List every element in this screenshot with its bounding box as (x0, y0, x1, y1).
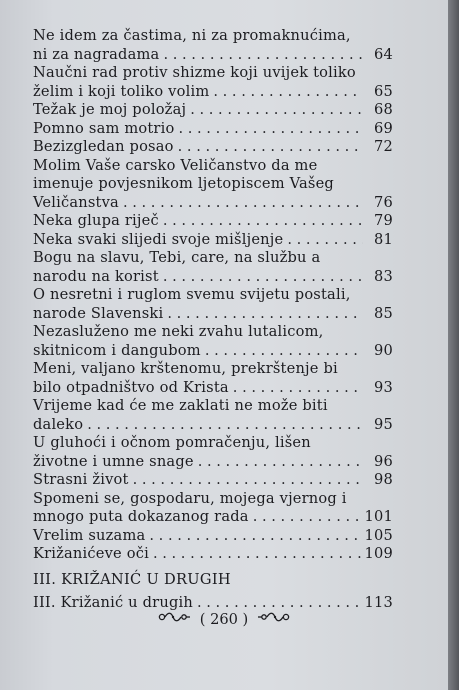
entry-title-line: Križanićeve oči (33, 545, 149, 562)
entry-title-line: Bezizgledan posao (33, 138, 174, 155)
entry-page-number: 83 (374, 267, 393, 285)
entry-last-line (33, 305, 393, 324)
entry-page-number: 79 (374, 212, 393, 229)
dot-leader (163, 46, 363, 65)
toc-entry (33, 138, 393, 157)
entry-page-number: 90 (374, 341, 393, 359)
entry-title-line: Neka svaki slijedi svoje mišljenje (33, 230, 284, 248)
toc-entry (33, 323, 393, 360)
entry-page-number: 105 (364, 526, 393, 544)
entry-title-line: daleko (33, 415, 84, 433)
entry-title-line: Neka glupa riječ (33, 212, 159, 229)
toc-entry (33, 101, 393, 120)
entry-title-line: Težak je moj položaj (33, 101, 187, 118)
entry-last-line (33, 101, 393, 120)
entry-page-number: 68 (374, 101, 393, 118)
entry-title-line: Veličanstva (33, 193, 119, 211)
entry-title-line: Naučni rad protiv shizme koji uvijek toliko (33, 64, 356, 81)
toc-entry (33, 397, 393, 434)
dot-leader (178, 120, 363, 139)
entry-page-number: 65 (374, 82, 393, 100)
dot-leader (287, 231, 363, 250)
entry-page-number: 113 (364, 594, 393, 611)
page-edge-shadow (448, 0, 459, 690)
ornament-left-icon (157, 611, 191, 627)
toc-entry (33, 286, 393, 323)
entry-last-line (33, 342, 393, 361)
dot-leader (153, 545, 361, 564)
dot-leader (167, 305, 363, 324)
page-footer (0, 610, 448, 628)
entry-page-number: 85 (374, 304, 393, 322)
dot-leader (213, 83, 363, 102)
entry-page-number: 93 (374, 378, 393, 396)
entry-last-line (33, 471, 393, 490)
entry-last-line (33, 527, 393, 546)
entry-title-line: skitnicom i dangubom (33, 341, 201, 359)
entry-last-line (33, 138, 393, 157)
dot-leader (163, 268, 363, 287)
entry-last-line (33, 508, 393, 527)
toc-entry (33, 249, 393, 286)
dot-leader (198, 453, 363, 472)
entry-title-line: Bogu na slavu, Tebi, care, na službu a (33, 249, 321, 266)
toc-entry (33, 545, 393, 564)
entry-last-line (33, 120, 393, 139)
entry-page-number: 96 (374, 452, 393, 470)
entry-page-number: 64 (374, 45, 393, 63)
toc-entry (33, 64, 393, 101)
dot-leader (178, 138, 363, 157)
entry-title-line: Strasni život (33, 471, 129, 488)
dot-leader (233, 379, 363, 398)
entry-title-line: narode Slavenski (33, 304, 164, 322)
entry-title-line: imenuje povjesnikom ljetopiscem Vašeg (33, 175, 334, 192)
toc-entry (33, 212, 393, 231)
toc-entry (33, 527, 393, 546)
entry-page-number: 98 (374, 471, 393, 488)
toc-entry (33, 471, 393, 490)
toc-entry (33, 231, 393, 250)
toc-entry (33, 360, 393, 397)
entry-title-line: Spomeni se, gospodaru, mojega vjernog i (33, 489, 347, 507)
dot-leader (149, 527, 360, 546)
entry-page-number: 109 (364, 545, 393, 562)
entry-page-number: 76 (374, 193, 393, 211)
toc-entry (33, 434, 393, 471)
entry-title-line: Molim Vaše carsko Veličanstvo da me (33, 156, 318, 174)
entry-last-line (33, 268, 393, 287)
entry-title-line: Pomno sam motrio (33, 119, 175, 137)
entry-last-line (33, 231, 393, 250)
toc-entry (33, 490, 393, 527)
entry-title-line: Ne idem za častima, ni za promaknućima, (33, 27, 351, 44)
toc-entry (33, 27, 393, 64)
dot-leader (253, 508, 361, 527)
dot-leader (87, 416, 363, 435)
toc-entry (33, 157, 393, 213)
ornament-right-icon (257, 611, 291, 627)
dot-leader (190, 101, 363, 120)
entry-page-number: 81 (374, 230, 393, 248)
entry-title-line: III. Križanić u drugih (33, 594, 193, 611)
entry-last-line (33, 545, 393, 564)
entry-title-line: Vrelim suzama (33, 526, 146, 544)
entry-last-line (33, 453, 393, 472)
entry-page-number: 101 (364, 508, 393, 525)
entry-title-line: O nesretni i ruglom svemu svijetu postali, (33, 286, 351, 303)
entry-page-number: 72 (374, 138, 393, 155)
entry-page-number: 69 (374, 119, 393, 137)
entry-last-line (33, 416, 393, 435)
entry-last-line (33, 83, 393, 102)
entry-title-line: mnogo puta dokazanog rada (33, 508, 249, 525)
entry-title-line: životne i umne snage (33, 452, 194, 470)
dot-leader (133, 471, 363, 490)
entry-title-line: bilo otpadništvo od Krista (33, 378, 229, 396)
dot-leader (123, 194, 363, 213)
section-heading: III. KRIŽANIĆ U DRUGIH (33, 570, 231, 588)
entry-last-line (33, 194, 393, 213)
entry-title-line: narodu na korist (33, 267, 159, 285)
entry-last-line (33, 46, 393, 65)
table-of-contents (33, 27, 393, 613)
entry-title-line: ni za nagradama (33, 45, 160, 63)
entry-page-number: 95 (374, 415, 393, 433)
entry-title-line: želim i koji toliko volim (33, 82, 210, 100)
toc-entry (33, 120, 393, 139)
entry-title-line: Nezasluženo me neki zvahu lutalicom, (33, 323, 324, 340)
dot-leader (163, 212, 363, 231)
entry-title-line: Vrijeme kad će me zaklati ne može biti (33, 397, 328, 414)
entry-last-line (33, 379, 393, 398)
entry-title-line: Meni, valjano krštenomu, prekrštenje bi (33, 360, 338, 377)
entry-title-line: U gluhoći i očnom pomračenju, lišen (33, 434, 311, 451)
dot-leader (205, 342, 363, 361)
entry-last-line (33, 212, 393, 231)
page-number: ( 260 ) (199, 610, 249, 628)
